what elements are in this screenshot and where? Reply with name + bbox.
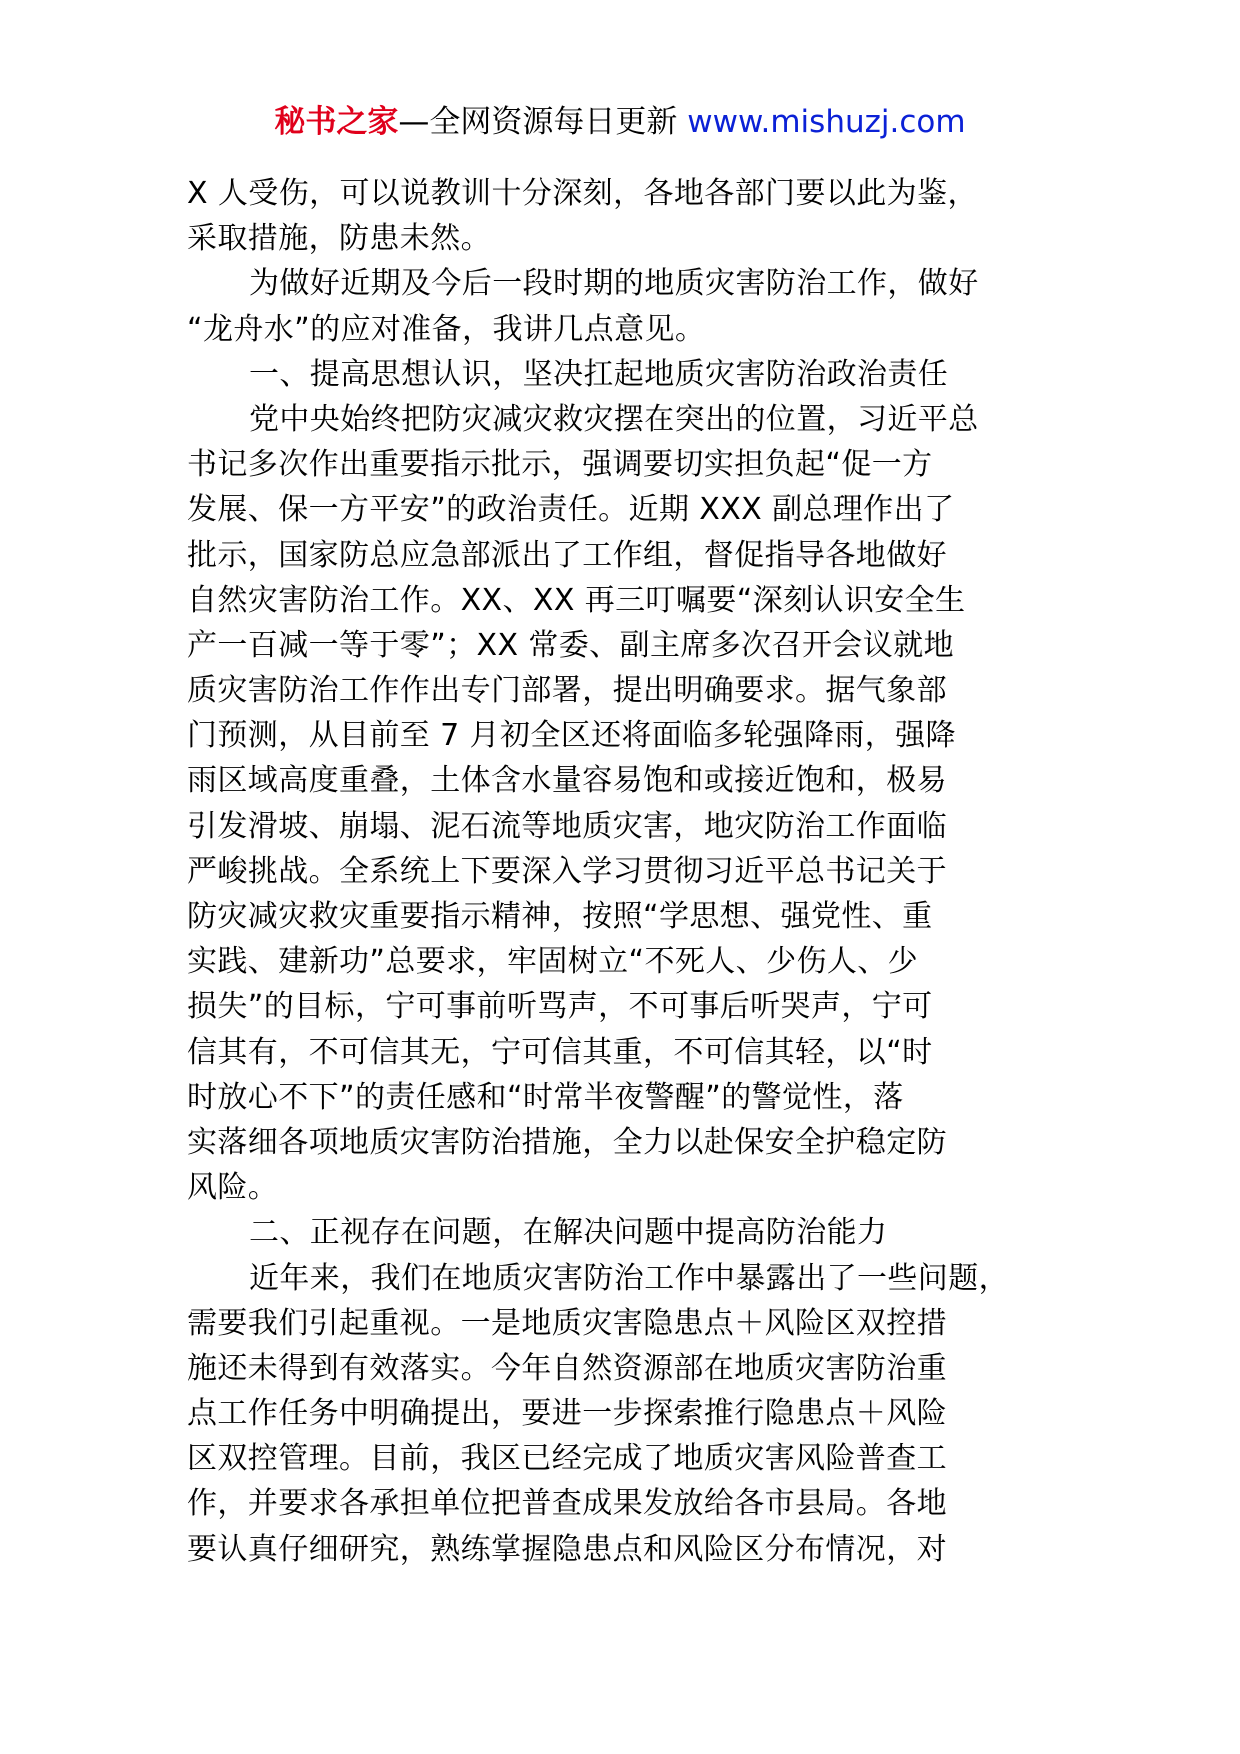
header-tagline: —全网资源每日更新 xyxy=(398,104,688,140)
document-line: 时放心不下”的责任感和“时常半夜警醒”的警觉性，落 xyxy=(187,1079,904,1115)
document-line: 要认真仔细研究，熟练掌握隐患点和风险区分布情况，对 xyxy=(187,1531,947,1567)
document-line: 实落细各项地质灾害防治措施，全力以赴保安全护稳定防 xyxy=(187,1124,947,1160)
document-line: 书记多次作出重要指示批示，强调要切实担负起“促一方 xyxy=(187,447,933,483)
document-line: 采取措施，防患未然。 xyxy=(187,221,491,257)
document-line: 风险。 xyxy=(187,1170,279,1206)
document-line: 一、提高思想认识，坚决扛起地质灾害防治政治责任 xyxy=(249,356,949,392)
document-line: 信其有，不可信其无，宁可信其重，不可信其轻，以“时 xyxy=(187,1034,933,1070)
document-body xyxy=(187,171,1057,1572)
document-line: 引发滑坡、崩塌、泥石流等地质灾害，地灾防治工作面临 xyxy=(187,808,947,844)
document-line: 党中央始终把防灾减灾救灾摆在突出的位置，习近平总 xyxy=(249,401,979,437)
document-line: 发展、保一方平安”的政治责任。近期 XXX 副总理作出了 xyxy=(187,492,955,528)
document-line: 产一百减一等于零”；XX 常委、副主席多次召开会议就地 xyxy=(187,627,954,663)
document-line: 需要我们引起重视。一是地质灾害隐患点＋风险区双控措 xyxy=(187,1305,947,1341)
document-line: 施还未得到有效落实。今年自然资源部在地质灾害防治重 xyxy=(187,1350,947,1386)
document-line: 点工作任务中明确提出，要进一步探索推行隐患点＋风险 xyxy=(187,1396,947,1432)
document-line: 批示，国家防总应急部派出了工作组，督促指导各地做好 xyxy=(187,537,947,573)
document-line: X 人受伤，可以说教训十分深刻，各地各部门要以此为鉴， xyxy=(187,176,978,211)
document-line: 损失”的目标，宁可事前听骂声，不可事后听哭声，宁可 xyxy=(187,989,933,1025)
brand-name: 秘书之家 xyxy=(274,104,399,140)
document-line: 实践、建新功”总要求，牢固树立“不死人、少伤人、少 xyxy=(187,944,919,980)
document-line: 二、正视存在问题，在解决问题中提高防治能力 xyxy=(249,1215,888,1251)
document-line: 防灾减灾救灾重要指示精神，按照“学思想、强党性、重 xyxy=(187,899,933,934)
document-line: “龙舟水”的应对准备，我讲几点意见。 xyxy=(187,311,706,347)
document-line: 质灾害防治工作作出专门部署，提出明确要求。据气象部 xyxy=(187,673,947,709)
document-line: 门预测，从目前至 7 月初全区还将面临多轮强降雨，强降 xyxy=(187,718,956,754)
document-line: 区双控管理。目前，我区已经完成了地质灾害风险普查工 xyxy=(187,1441,947,1477)
document-line: 严峻挑战。全系统上下要深入学习贯彻习近平总书记关于 xyxy=(187,853,947,889)
document-line: 雨区域高度重叠，土体含水量容易饱和或接近饱和，极易 xyxy=(187,763,947,799)
document-line: 近年来，我们在地质灾害防治工作中暴露出了一些问题， xyxy=(249,1260,1009,1296)
document-line: 作，并要求各承担单位把普查成果发放给各市县局。各地 xyxy=(187,1486,947,1522)
document-line: 自然灾害防治工作。XX、XX 再三叮嘱要“深刻认识安全生 xyxy=(187,582,966,618)
site-url: www.mishuzj.com xyxy=(687,104,966,140)
document-line: 为做好近期及今后一段时期的地质灾害防治工作，做好 xyxy=(249,266,979,302)
watermark-header xyxy=(0,100,1240,144)
